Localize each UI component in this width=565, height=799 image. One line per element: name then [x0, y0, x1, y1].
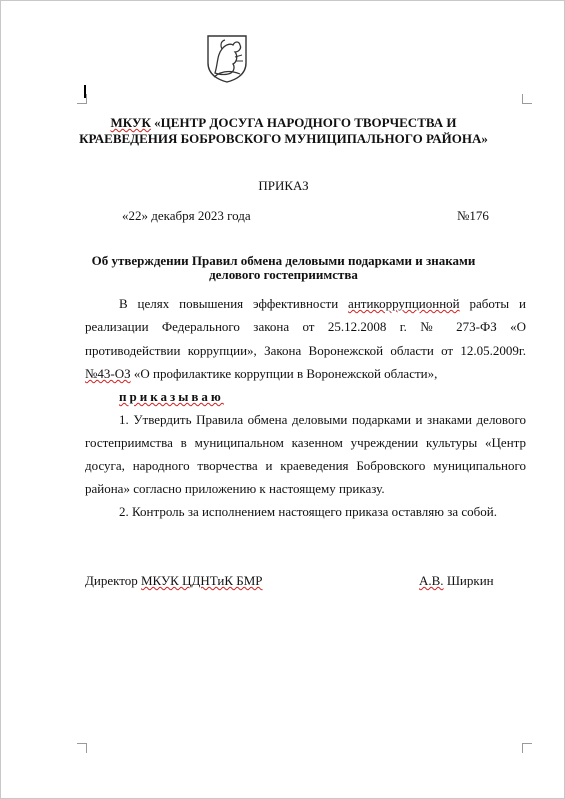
item-2: 2. Контроль за исполнением настоящего приказа оставляю за собой.: [119, 504, 497, 519]
subject-line-1: Об утверждении Правил обмена деловыми подарками и знаками: [91, 253, 476, 268]
preamble-line-1: В целях повышения эффективности антикоррупционной работы и: [119, 296, 526, 311]
preamble-line-3: противодействии коррупции», Закона Воронежской области от 12.05.2009г.: [85, 343, 526, 358]
org-name-line-2: КРАЕВЕДЕНИЯ БОБРОВСКОГО МУНИЦИПАЛЬНОГО РАЙОНА»: [79, 131, 488, 146]
text-cursor: [84, 85, 86, 98]
item-1-line-4: района» согласно приложению к настоящему приказу.: [85, 481, 385, 496]
doc-type-title: ПРИКАЗ: [258, 178, 309, 193]
org-abbr: МКУК: [110, 115, 151, 130]
margin-corner-bottom-right: [522, 743, 532, 753]
item-1-line-2: гостеприимства в муниципальном казенном учреждении культуры «Центр: [85, 435, 526, 450]
signature-position: Директор МКУК ЦДНТиК БМР: [85, 573, 263, 588]
coat-of-arms-emblem: [205, 33, 249, 83]
item-1-line-1: 1. Утвердить Правила обмена деловыми подарками и знаками делового: [119, 412, 526, 427]
order-word: приказываю: [119, 389, 224, 404]
order-date: «22» декабря 2023 года: [122, 208, 251, 223]
margin-corner-bottom-left: [77, 743, 87, 753]
org-name-line-1: МКУК «ЦЕНТР ДОСУГА НАРОДНОГО ТВОРЧЕСТВА И: [110, 115, 457, 130]
preamble-line-2: реализации Федерального закона от 25.12.2008 г. № 273-ФЗ «О: [85, 319, 526, 334]
preamble-line-4: №43-ОЗ «О профилактике коррупции в Воронежской области»,: [85, 366, 438, 381]
subject-line-2: делового гостеприимства: [209, 267, 358, 282]
signature-name: А.В. Ширкин: [419, 573, 494, 588]
order-number: №176: [457, 208, 489, 223]
item-1-line-3: досуга, народного творчества и краеведения Бобровского муниципального: [85, 458, 526, 473]
margin-corner-top-right: [522, 94, 532, 104]
